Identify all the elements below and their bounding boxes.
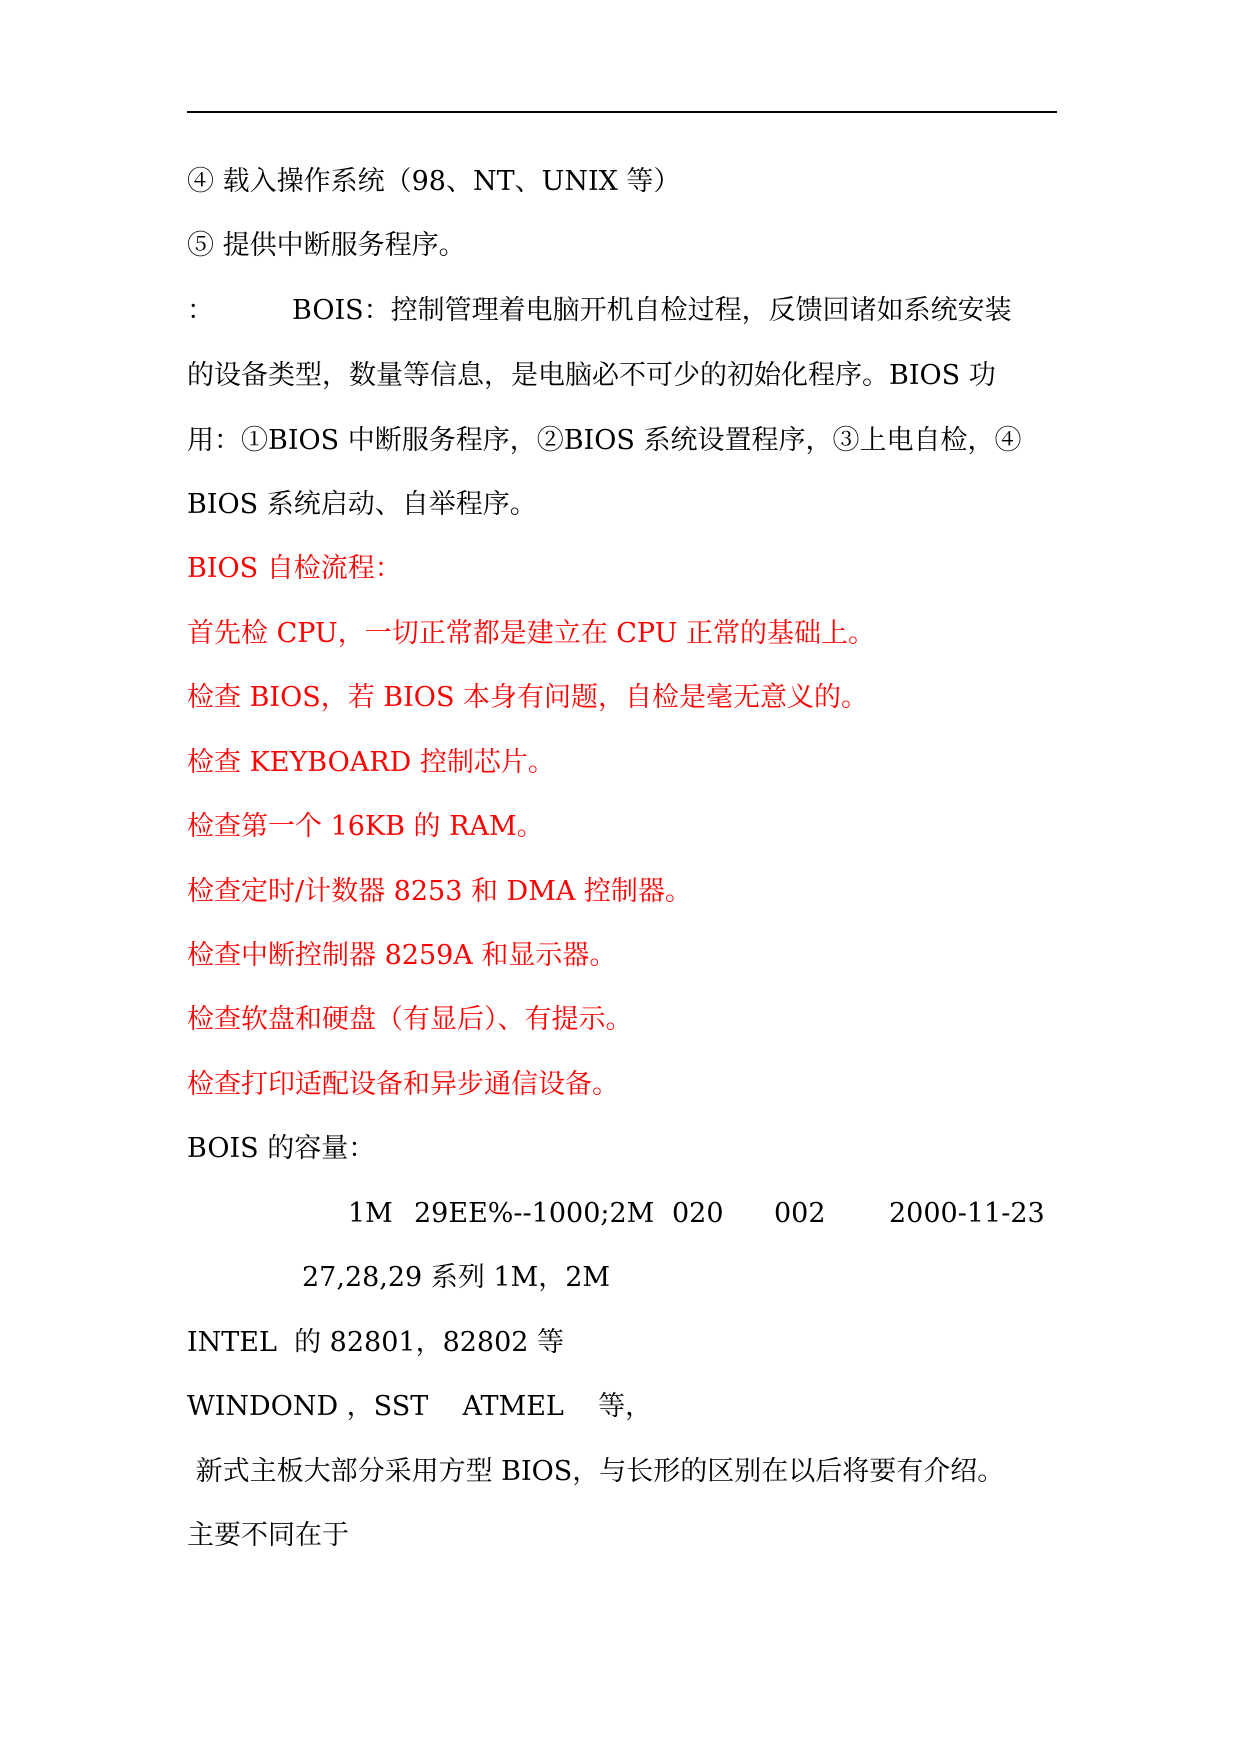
- bios-definition-line-1: [187, 293, 1012, 329]
- capacity-cell: 020: [672, 1198, 724, 1229]
- post-step: 首先检 CPU，一切正常都是建立在 CPU 正常的基础上。: [187, 618, 875, 649]
- post-step: 检查第一个 16KB 的 RAM。: [187, 811, 544, 842]
- capacity-cell: 1M: [348, 1198, 393, 1229]
- list-item-load-os: ④ 载入操作系统（98、NT、UNIX 等）: [187, 166, 681, 197]
- bios-definition-line-2: [187, 358, 1057, 394]
- bios-definition-line-3: [187, 423, 1057, 459]
- list-item-interrupt-service: ⑤ 提供中断服务程序。: [187, 230, 466, 261]
- bios-definition-text: BOIS：控制管理着电脑开机自检过程，反馈回诸如系统安装: [292, 295, 1012, 326]
- post-step: 检查中断控制器 8259A 和显示器。: [187, 940, 617, 971]
- leading-colon: ：: [187, 295, 214, 326]
- capacity-cell: 2000-11-23: [889, 1198, 1045, 1229]
- bios-definition-line-4: BIOS 系统启动、自举程序。: [187, 489, 537, 520]
- makers-line: WINDOND ，SST ATMEL 等，: [187, 1391, 653, 1422]
- post-step: 检查软盘和硬盘（有显后）、有提示。: [187, 1004, 633, 1035]
- capacity-cell: 29EE%--1000;2M: [414, 1198, 655, 1229]
- post-flow-heading: BIOS 自检流程：: [187, 553, 402, 584]
- post-step: 检查 KEYBOARD 控制芯片。: [187, 747, 555, 778]
- closing-line-2: 主要不同在于: [187, 1520, 349, 1551]
- paragraph-text: 的设备类型，数量等信息，是电脑必不可少的初始化程序。BIOS 功: [187, 360, 996, 391]
- intel-line: INTEL 的 82801，82802 等: [187, 1327, 565, 1358]
- series-line: 27,28,29 系列 1M，2M: [302, 1262, 611, 1293]
- paragraph-text: 用：①BIOS 中断服务程序，②BIOS 系统设置程序，③上电自检，④: [187, 425, 1022, 456]
- header-rule: [187, 111, 1057, 113]
- post-step: 检查打印适配设备和异步通信设备。: [187, 1069, 619, 1100]
- capacity-cell: 002: [774, 1198, 826, 1229]
- capacity-heading: BOIS 的容量：: [187, 1133, 376, 1164]
- closing-line-1: 新式主板大部分采用方型 BIOS，与长形的区别在以后将要有介绍。: [187, 1456, 1005, 1487]
- post-step: 检查 BIOS，若 BIOS 本身有问题，自检是毫无意义的。: [187, 682, 869, 713]
- post-step: 检查定时/计数器 8253 和 DMA 控制器。: [187, 876, 692, 907]
